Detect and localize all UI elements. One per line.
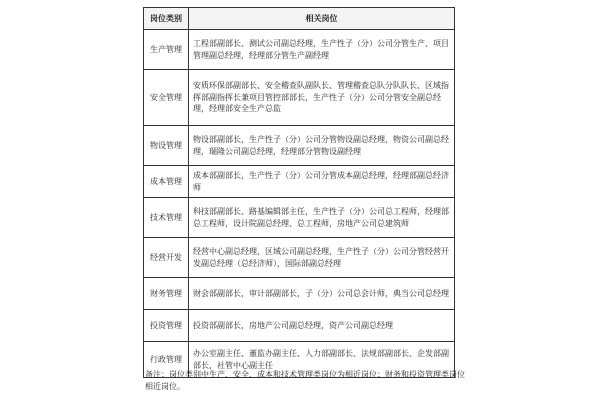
job-category-table xyxy=(143,7,455,378)
positions-cell: 财会部副部长，审计部副部长，子（分）公司总会计师，典当公司总经理 xyxy=(189,278,455,310)
table-row xyxy=(144,278,455,310)
positions-cell: 经营中心副总经理，区域公司副总经理，生产性子（分）公司分管经营开发副总经理（总经济师），国际部副总经理 xyxy=(189,238,455,278)
table-row xyxy=(144,30,455,70)
header-category: 岗位类别 xyxy=(144,8,189,30)
positions-cell: 投资部副部长，房地产公司副总经理，资产公司副总经理 xyxy=(189,310,455,342)
table-row xyxy=(144,70,455,126)
positions-cell: 成本部副部长，生产性子（分）公司分管成本副总经理，经理部副总经济师 xyxy=(189,166,455,198)
positions-cell: 物设部副部长，生产性子（分）公司分管物设副总经理，物资公司副总经理，瑞隆公司副总经理，经理部分管物设副经理 xyxy=(189,126,455,166)
table-row xyxy=(144,166,455,198)
table-row xyxy=(144,310,455,342)
table-row xyxy=(144,198,455,238)
header-positions: 相关岗位 xyxy=(189,8,455,30)
table-header-row xyxy=(144,8,455,30)
category-cell: 物设管理 xyxy=(144,126,189,166)
positions-cell: 科技部副部长、路基编辑部主任，生产性子（分）公司总工程师，经理部总工程师，设计院副总经理、总工程师，房地产公司总建筑师 xyxy=(189,198,455,238)
category-cell: 安全管理 xyxy=(144,70,189,126)
category-cell: 投资管理 xyxy=(144,310,189,342)
category-cell: 行政管理 xyxy=(144,342,189,378)
category-cell: 财务管理 xyxy=(144,278,189,310)
positions-cell: 安质环保部副部长、安全稽查队副队长、管理稽查总队分队队长、区域指挥部副指挥长兼项目管控部部长，生产性子（分）公司分管安全副总经理，经理部安全生产总监 xyxy=(189,70,455,126)
positions-cell: 工程部副部长、测试公司副总经理，生产性子（分）公司分管生产、项目管理副总经理，经理部分管生产副经理 xyxy=(189,30,455,70)
category-cell: 成本管理 xyxy=(144,166,189,198)
table-row xyxy=(144,126,455,166)
category-cell: 生产管理 xyxy=(144,30,189,70)
category-cell: 经营开发 xyxy=(144,238,189,278)
positions-cell: 办公室副主任、董监办副主任、人力部副部长、法规部副部长、企发部副部长，社管中心副主任 xyxy=(189,342,455,378)
category-cell: 技术管理 xyxy=(144,198,189,238)
table-row xyxy=(144,238,455,278)
table-footnote: 备注：岗位类别中生产、安全、成本和技术管理类岗位为相近岗位；财务和投资管理类岗位相近岗位。 xyxy=(145,370,465,391)
